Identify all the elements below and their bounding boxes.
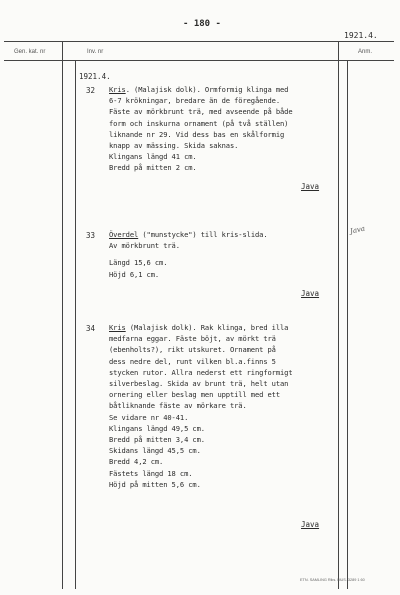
entry-line-rest: ("munstycke") till kris-slida. — [138, 230, 268, 239]
column-rule-1 — [62, 41, 63, 589]
entry-line: Bredd på mitten 3,4 cm. — [109, 435, 205, 445]
entry-description — [109, 84, 344, 174]
entry-line: Bredd på mitten 2 cm. — [109, 163, 197, 173]
entry-line: dess nedre del, runt vilken bl.a.finns 5 — [109, 356, 276, 366]
entry-line: Kris. (Malajisk dolk). Ormformig klinga med — [109, 85, 289, 94]
entry-line: Kris (Malajisk dolk). Rak klinga, bred illa — [109, 323, 289, 332]
entry-sign: Java — [301, 289, 320, 298]
entry-line-rest: (Malajisk dolk). Rak klinga, bred illa — [125, 323, 289, 332]
entry-line: båtliknande fäste av mörkare trä. — [109, 401, 247, 411]
entry-sign: Java — [301, 520, 320, 529]
entry-line: (ebenholts?), rikt utskuret. Ornament på — [109, 345, 276, 355]
entry-number: 32 — [86, 86, 96, 95]
column-inv-nr: Inv. nr — [87, 49, 104, 55]
entry-line: medfarna eggar. Fäste böjt, av mörkt trä — [109, 334, 276, 344]
entry-line: Fästets längd 18 cm. — [109, 468, 193, 478]
entry-line: Bredd 4,2 cm. — [109, 457, 164, 467]
page-number: - 180 - — [183, 19, 221, 29]
entry-line: Av mörkbrunt trä. — [109, 241, 180, 251]
entry-line: Klingans längd 41 cm. — [109, 152, 197, 162]
footer-print-mark: ETN. SAMLING Riks. MUS. 3289 1 60 — [300, 578, 365, 582]
group-year: 1921.4. — [79, 72, 111, 81]
entry-line: Höjd 6,1 cm. — [109, 269, 160, 279]
column-rule-4 — [347, 60, 348, 589]
entry-line-rest: . (Malajisk dolk). Ormformig klinga med — [125, 85, 289, 94]
entry-line: 6-7 krökningar, bredare än de föregående. — [109, 96, 281, 106]
column-anm: Anm. — [358, 49, 373, 55]
entry-line: form och inskurna ornament (på två ställen) — [109, 118, 289, 128]
entry-description — [109, 322, 344, 490]
entry-line: liknande nr 29. Vid dess bas en skålformig — [109, 129, 285, 139]
column-gen-kat-nr: Gen. kat. nr — [14, 49, 46, 55]
column-rule-2 — [75, 60, 76, 589]
entry-line: ornering eller beslag men upptill med ett — [109, 390, 281, 400]
entry-line: Längd 15,6 cm. — [109, 258, 168, 268]
entry-line: Klingans längd 49,5 cm. — [109, 423, 205, 433]
entry-line: stycken rutor. Allra nederst ett ringformigt — [109, 367, 293, 377]
entry-line: knapp av mässing. Skida saknas. — [109, 141, 239, 151]
entry-description — [109, 229, 344, 280]
entry-line: Överdel ("munstycke") till kris-slida. — [109, 230, 268, 239]
remark-note: Java — [349, 224, 366, 236]
entry-line: Fäste av mörkbrunt trä, med avseende på både — [109, 107, 293, 117]
entry-line: silverbeslag. Skida av brunt trä, helt utan — [109, 379, 289, 389]
entry-number: 33 — [86, 231, 96, 240]
page-year: 1921.4. — [344, 31, 378, 40]
entry-sign: Java — [301, 182, 320, 191]
entry-number: 34 — [86, 324, 96, 333]
entry-line: Skidans längd 45,5 cm. — [109, 446, 201, 456]
entry-line: Höjd på mitten 5,6 cm. — [109, 479, 201, 489]
entry-line: Se vidare nr 40-41. — [109, 412, 189, 422]
